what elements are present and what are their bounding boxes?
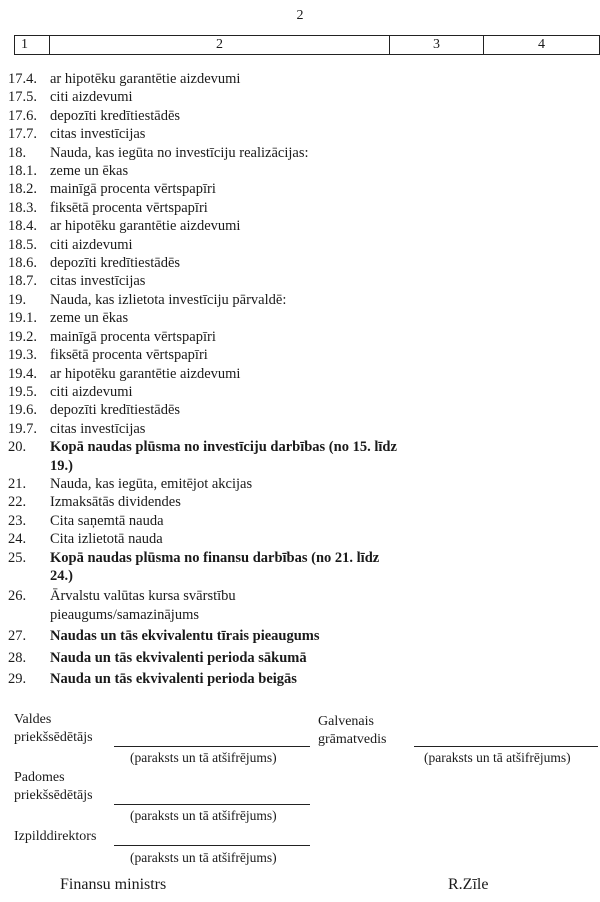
- row-number: 28.: [8, 649, 27, 666]
- list-item: [8, 401, 408, 419]
- list-item: [8, 475, 408, 493]
- list-item: [8, 180, 408, 198]
- column-header-1: 1: [15, 36, 50, 55]
- council-chair-signature-line: [114, 804, 310, 805]
- row-text: citas investīcijas: [50, 126, 146, 143]
- list-item: [8, 254, 408, 272]
- row-number: 19.2.: [8, 328, 37, 345]
- board-chair-label-line1: Valdes: [14, 712, 52, 727]
- row-number: 17.4.: [8, 71, 37, 87]
- executive-director-signature-caption: (paraksts un tā atšifrējums): [130, 850, 277, 865]
- row-text: mainīgā procenta vērtspapīri: [50, 328, 216, 345]
- row-text: citas investīcijas: [50, 420, 146, 437]
- row-text: depozīti kredītiestādēs: [50, 255, 181, 272]
- list-item: [8, 88, 408, 106]
- finance-minister-title: Finansu ministrs: [60, 876, 167, 893]
- list-item: [8, 291, 408, 309]
- list-item: [8, 365, 408, 383]
- row-number: 19.: [8, 291, 27, 308]
- row-text: zeme un ēkas: [50, 310, 129, 327]
- row-text: Nauda, kas iegūta, emitējot akcijas: [50, 475, 253, 492]
- row-number: 22.: [8, 494, 27, 511]
- row-text: citi aizdevumi: [50, 89, 133, 106]
- executive-director-label: Izpilddirektors: [14, 829, 97, 844]
- list-item-total-investment: [8, 438, 408, 475]
- row-text: Nauda, kas iegūta no investīciju realizācijas:: [50, 144, 309, 161]
- row-text: mainīgā procenta vērtspapīri: [50, 181, 216, 198]
- row-number: 20.: [8, 439, 27, 456]
- page-number: 2: [296, 8, 304, 23]
- list-item: [8, 670, 408, 688]
- chief-accountant-signature-line: [414, 746, 598, 747]
- chief-accountant-label: [318, 713, 386, 749]
- list-item: [8, 199, 408, 217]
- row-number: 18.1.: [8, 163, 37, 180]
- row-number: 18.3.: [8, 199, 37, 216]
- row-number: 29.: [8, 671, 27, 687]
- list-item: [8, 383, 408, 401]
- row-number: 27.: [8, 628, 27, 645]
- list-item: [8, 328, 408, 346]
- row-text: fiksētā procenta vērtspapīri: [50, 347, 208, 364]
- list-item: [8, 70, 408, 88]
- row-text: citas investīcijas: [50, 273, 146, 290]
- board-chair-label-line2: priekšsēdētājs: [14, 730, 93, 745]
- row-number: 18.4.: [8, 218, 37, 235]
- row-number: 18.5.: [8, 236, 37, 253]
- row-number: 25.: [8, 549, 27, 566]
- row-number: 21.: [8, 475, 27, 492]
- row-number: 17.6.: [8, 107, 37, 124]
- row-text: ar hipotēku garantētie aizdevumi: [50, 71, 241, 87]
- chief-accountant-signature-caption: (paraksts un tā atšifrējums): [424, 750, 571, 765]
- row-text: Kopā naudas plūsma no investīciju darbības (no 15. līdz 19.): [50, 439, 397, 474]
- row-text: Kopā naudas plūsma no finansu darbības (no 21. līdz 24.): [50, 549, 380, 584]
- board-chair-label: [14, 711, 93, 747]
- row-number: 19.1.: [8, 310, 37, 327]
- column-header-4: 4: [484, 36, 600, 55]
- list-item: [8, 309, 408, 327]
- row-text: citi aizdevumi: [50, 383, 133, 400]
- cash-flow-rows: [8, 70, 408, 688]
- board-chair-signature-line: [114, 746, 310, 747]
- list-item: [8, 272, 408, 290]
- row-number: 19.6.: [8, 402, 37, 419]
- council-chair-label-line1: Padomes: [14, 770, 65, 785]
- row-number: 17.5.: [8, 89, 37, 106]
- row-number: 19.3.: [8, 347, 37, 364]
- row-number: 19.7.: [8, 420, 37, 437]
- row-text: fiksētā procenta vērtspapīri: [50, 199, 208, 216]
- row-number: 24.: [8, 531, 27, 548]
- row-text: Nauda, kas izlietota investīciju pārvaldē:: [50, 291, 287, 308]
- row-text: ar hipotēku garantētie aizdevumi: [50, 218, 241, 235]
- row-number: 23.: [8, 512, 27, 529]
- row-text: Naudas un tās ekvivalentu tīrais pieaugums: [50, 628, 320, 645]
- row-text: zeme un ēkas: [50, 163, 129, 180]
- column-header-2: 2: [50, 36, 390, 55]
- finance-minister-name: R.Zīle: [448, 876, 489, 893]
- list-item: [8, 125, 408, 143]
- executive-director-signature-line: [114, 845, 310, 846]
- row-number: 18.: [8, 144, 27, 161]
- list-item: [8, 420, 408, 438]
- row-text: Ārvalstu valūtas kursa svārstību pieaugums/samazinājums: [50, 588, 236, 623]
- row-text: Nauda un tās ekvivalenti perioda sākumā: [50, 649, 307, 666]
- row-text: Nauda un tās ekvivalenti perioda beigās: [50, 671, 297, 687]
- row-number: 18.7.: [8, 273, 37, 290]
- row-number: 26.: [8, 588, 27, 605]
- list-item: [8, 346, 408, 364]
- column-header-table: [14, 35, 600, 55]
- row-number: 18.2.: [8, 181, 37, 198]
- council-chair-label-line2: priekšsēdētājs: [14, 788, 93, 803]
- list-item-total-finance: [8, 549, 408, 586]
- chief-accountant-label-line2: grāmatvedis: [318, 732, 387, 747]
- row-text: Izmaksātās dividendes: [50, 494, 181, 511]
- row-text: citi aizdevumi: [50, 236, 133, 253]
- column-header-3: 3: [390, 36, 484, 55]
- list-item: [8, 162, 408, 180]
- row-text: depozīti kredītiestādēs: [50, 107, 181, 124]
- list-item: [8, 144, 408, 162]
- row-number: 19.5.: [8, 383, 37, 400]
- chief-accountant-label-line1: Galvenais: [318, 714, 374, 729]
- row-text: Cita saņemtā nauda: [50, 512, 164, 529]
- list-item: [8, 217, 408, 235]
- council-chair-signature-caption: (paraksts un tā atšifrējums): [130, 808, 277, 823]
- row-number: 17.7.: [8, 126, 37, 143]
- list-item: [8, 627, 408, 645]
- row-text: depozīti kredītiestādēs: [50, 402, 181, 419]
- list-item: [8, 530, 408, 548]
- list-item: [8, 512, 408, 530]
- row-text: ar hipotēku garantētie aizdevumi: [50, 365, 241, 382]
- council-chair-label: [14, 769, 93, 805]
- row-number: 18.6.: [8, 255, 37, 272]
- board-chair-signature-caption: (paraksts un tā atšifrējums): [130, 750, 277, 765]
- list-item: [8, 493, 408, 511]
- list-item: [8, 236, 408, 254]
- list-item: [8, 649, 408, 667]
- list-item: [8, 587, 408, 624]
- list-item: [8, 107, 408, 125]
- row-number: 19.4.: [8, 365, 37, 382]
- row-text: Cita izlietotā nauda: [50, 531, 163, 548]
